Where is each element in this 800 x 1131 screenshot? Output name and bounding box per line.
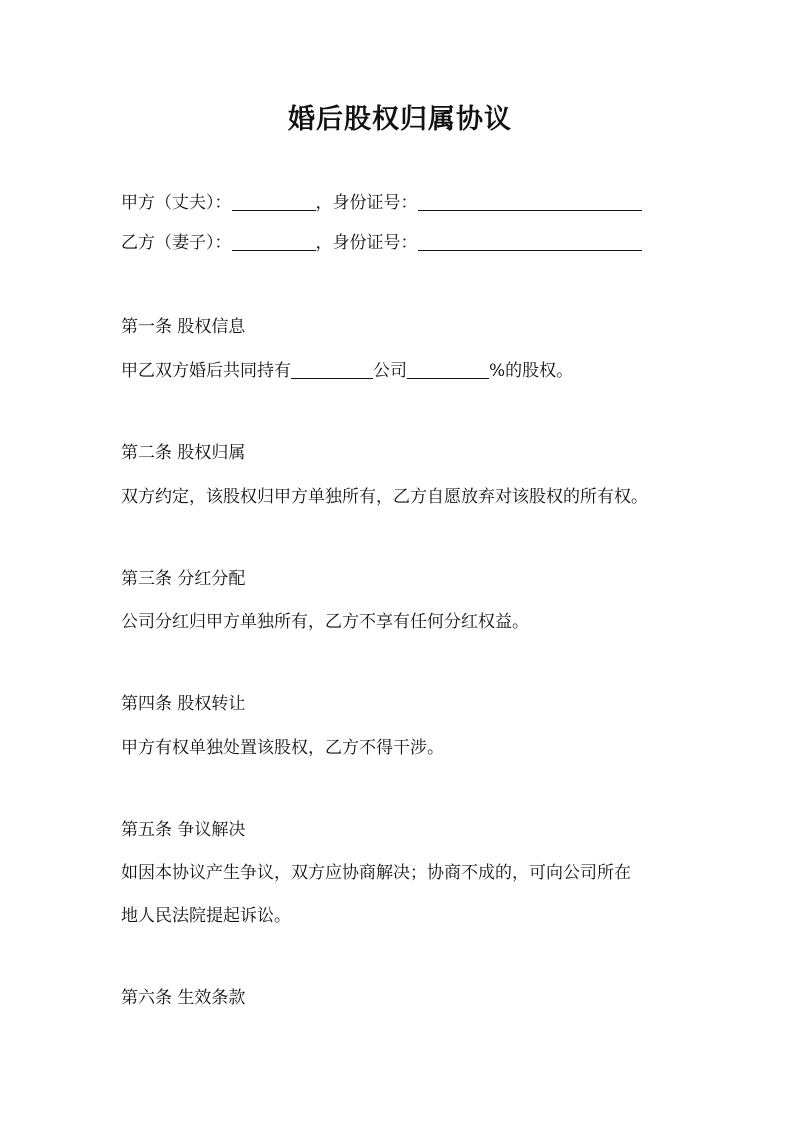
party-b-id-label: ，身份证号： <box>315 233 418 253</box>
party-a-id-blank <box>418 192 642 211</box>
article-5-body-line-1: 如因本协议产生争议，双方应协商解决；协商不成的，可向公司所在 <box>121 863 631 883</box>
article-4-heading: 第四条 股权转让 <box>121 694 246 714</box>
article-3-heading: 第三条 分红分配 <box>121 569 246 589</box>
party-a-label: 甲方（丈夫）： <box>121 193 232 213</box>
share-percent-blank <box>407 360 489 379</box>
article-1-body-part-1: 甲乙双方婚后共同持有 <box>121 361 291 381</box>
article-4-body: 甲方有权单独处置该股权，乙方不得干涉。 <box>121 738 444 758</box>
party-a-line <box>121 190 642 216</box>
party-a-id-label: ，身份证号： <box>315 193 418 213</box>
party-b-line <box>121 230 642 256</box>
party-b-name-blank <box>232 232 316 251</box>
party-b-label: 乙方（妻子）： <box>121 233 232 253</box>
article-2-heading: 第二条 股权归属 <box>121 443 246 463</box>
article-6-heading: 第六条 生效条款 <box>121 988 246 1008</box>
article-1-body <box>121 358 573 384</box>
article-1-heading: 第一条 股权信息 <box>121 317 246 337</box>
article-1-body-part-2: 公司 <box>373 361 407 381</box>
document-title: 婚后股权归属协议 <box>288 104 512 135</box>
article-5-body-line-2: 地人民法院提起诉讼。 <box>121 906 291 926</box>
article-2-body: 双方约定，该股权归甲方单独所有，乙方自愿放弃对该股权的所有权。 <box>121 487 648 507</box>
article-3-body: 公司分红归甲方单独所有，乙方不享有任何分红权益。 <box>121 612 529 632</box>
company-name-blank <box>291 360 373 379</box>
article-5-heading: 第五条 争议解决 <box>121 820 246 840</box>
party-b-id-blank <box>418 232 642 251</box>
article-1-body-part-3: %的股权。 <box>489 361 574 381</box>
party-a-name-blank <box>232 192 316 211</box>
